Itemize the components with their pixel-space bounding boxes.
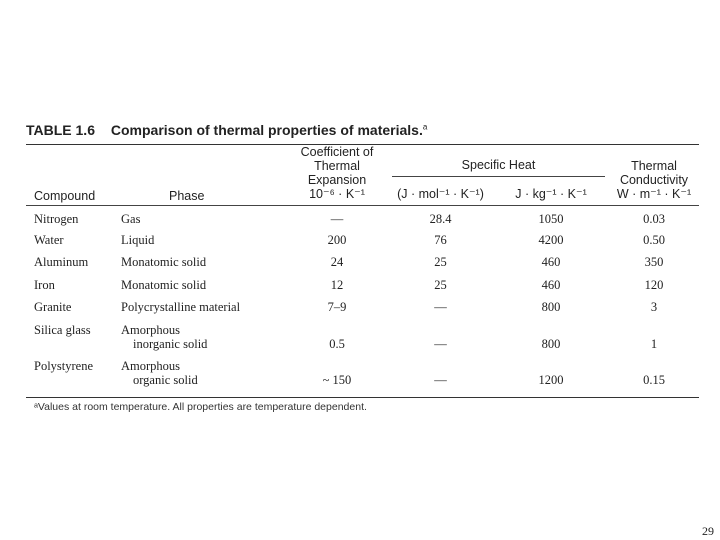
cell-specific-heat-molar: — xyxy=(434,336,447,351)
thermal-properties-table-block xyxy=(26,122,699,413)
cell-phase-line1: Monatomic solid xyxy=(121,255,207,269)
cell-expansion: 0.5 xyxy=(329,336,345,351)
table-row xyxy=(26,251,699,274)
table-row xyxy=(26,206,699,229)
cell-specific-heat-mass: 460 xyxy=(541,277,561,292)
col-header-expansion xyxy=(286,145,388,203)
cell-specific-heat-mass: 460 xyxy=(541,255,561,269)
cell-conductivity: 1 xyxy=(650,336,658,351)
cell-phase-line1: Monatomic solid xyxy=(121,277,207,292)
cell-specific-heat-molar: 25 xyxy=(434,255,447,269)
cell-phase xyxy=(121,229,286,252)
cell-conductivity: 0.03 xyxy=(643,212,665,226)
cell-phase xyxy=(121,274,286,297)
page-number: 29 xyxy=(702,524,714,538)
caption-footnote-marker: a xyxy=(422,122,428,132)
cell-expansion: 200 xyxy=(327,232,347,247)
cell-conductivity: 0.15 xyxy=(643,372,665,387)
cell-specific-heat-molar: 28.4 xyxy=(429,212,452,226)
cell-specific-heat-mass: 1200 xyxy=(538,372,564,387)
table-caption: Comparison of thermal properties of materials. xyxy=(110,122,423,138)
cell-expansion: 24 xyxy=(330,255,344,269)
cell-phase-line1: Amorphous xyxy=(121,358,181,373)
cell-compound: Granite xyxy=(34,300,72,314)
expansion-header-line3: Expansion xyxy=(307,173,367,187)
col-header-specific-heat xyxy=(388,145,609,181)
table-row xyxy=(26,274,699,297)
cell-compound: Nitrogen xyxy=(34,212,79,226)
cell-specific-heat-mass: 1050 xyxy=(538,212,564,226)
cell-expansion: 7–9 xyxy=(327,300,347,314)
table-bottom-rule xyxy=(26,397,699,398)
cell-phase-line1: Polycrystalline material xyxy=(121,300,241,314)
table-title xyxy=(26,122,699,138)
conductivity-header-line1: Thermal xyxy=(631,159,677,173)
cell-phase-line1: Amorphous xyxy=(121,322,181,337)
col-header-compound: Compound xyxy=(34,189,96,203)
cell-expansion: 12 xyxy=(330,277,344,292)
table-row xyxy=(26,229,699,252)
cell-expansion: — xyxy=(330,212,344,226)
table-label: TABLE 1.6 xyxy=(26,122,95,138)
cell-phase xyxy=(121,319,286,355)
specific-heat-header: Specific Heat xyxy=(392,158,605,177)
col-header-specific-heat-mass: J · kg⁻¹ · K⁻¹ xyxy=(515,187,587,201)
expansion-header-line1: Coefficient of xyxy=(300,145,374,159)
cell-compound: Polystyrene xyxy=(34,358,94,373)
cell-compound: Silica glass xyxy=(34,322,91,337)
cell-phase-line1: Gas xyxy=(121,212,141,226)
cell-conductivity: 120 xyxy=(644,277,664,292)
cell-specific-heat-molar: 25 xyxy=(434,277,447,292)
cell-expansion: ~ 150 xyxy=(322,372,352,387)
cell-conductivity: 3 xyxy=(650,300,658,314)
cell-compound: Water xyxy=(34,232,64,247)
thermal-properties-table xyxy=(26,145,699,391)
cell-specific-heat-mass: 800 xyxy=(541,336,561,351)
cell-compound: Aluminum xyxy=(34,255,89,269)
cell-specific-heat-molar: — xyxy=(434,300,447,314)
table-body xyxy=(26,206,699,391)
cell-conductivity: 0.50 xyxy=(643,232,665,247)
table-footnote: ᵃValues at room temperature. All properties are temperature dependent. xyxy=(34,400,367,413)
cell-specific-heat-mass: 800 xyxy=(541,300,561,314)
expansion-header-unit: 10⁻⁶ · K⁻¹ xyxy=(309,187,365,201)
cell-specific-heat-mass: 4200 xyxy=(538,232,564,247)
cell-specific-heat-molar: 76 xyxy=(434,232,447,247)
cell-phase-line2: inorganic solid xyxy=(133,336,208,351)
conductivity-header-unit: W · m⁻¹ · K⁻¹ xyxy=(616,187,692,201)
col-header-phase: Phase xyxy=(169,189,205,203)
cell-conductivity: 350 xyxy=(644,255,664,269)
col-header-conductivity xyxy=(609,145,699,203)
col-header-specific-heat-molar: (J · mol⁻¹ · K⁻¹) xyxy=(397,187,484,201)
cell-phase xyxy=(121,296,286,319)
table-row xyxy=(26,296,699,319)
cell-phase xyxy=(121,355,286,391)
table-row xyxy=(26,355,699,391)
cell-compound: Iron xyxy=(34,277,55,292)
expansion-header-line2: Thermal xyxy=(314,159,360,173)
table-row xyxy=(26,319,699,355)
table-header xyxy=(26,145,699,206)
cell-specific-heat-molar: — xyxy=(434,372,447,387)
cell-phase xyxy=(121,206,286,229)
cell-phase-line2: organic solid xyxy=(133,372,198,387)
conductivity-header-line2: Conductivity xyxy=(619,173,689,187)
cell-phase xyxy=(121,251,286,274)
cell-phase-line1: Liquid xyxy=(121,232,155,247)
